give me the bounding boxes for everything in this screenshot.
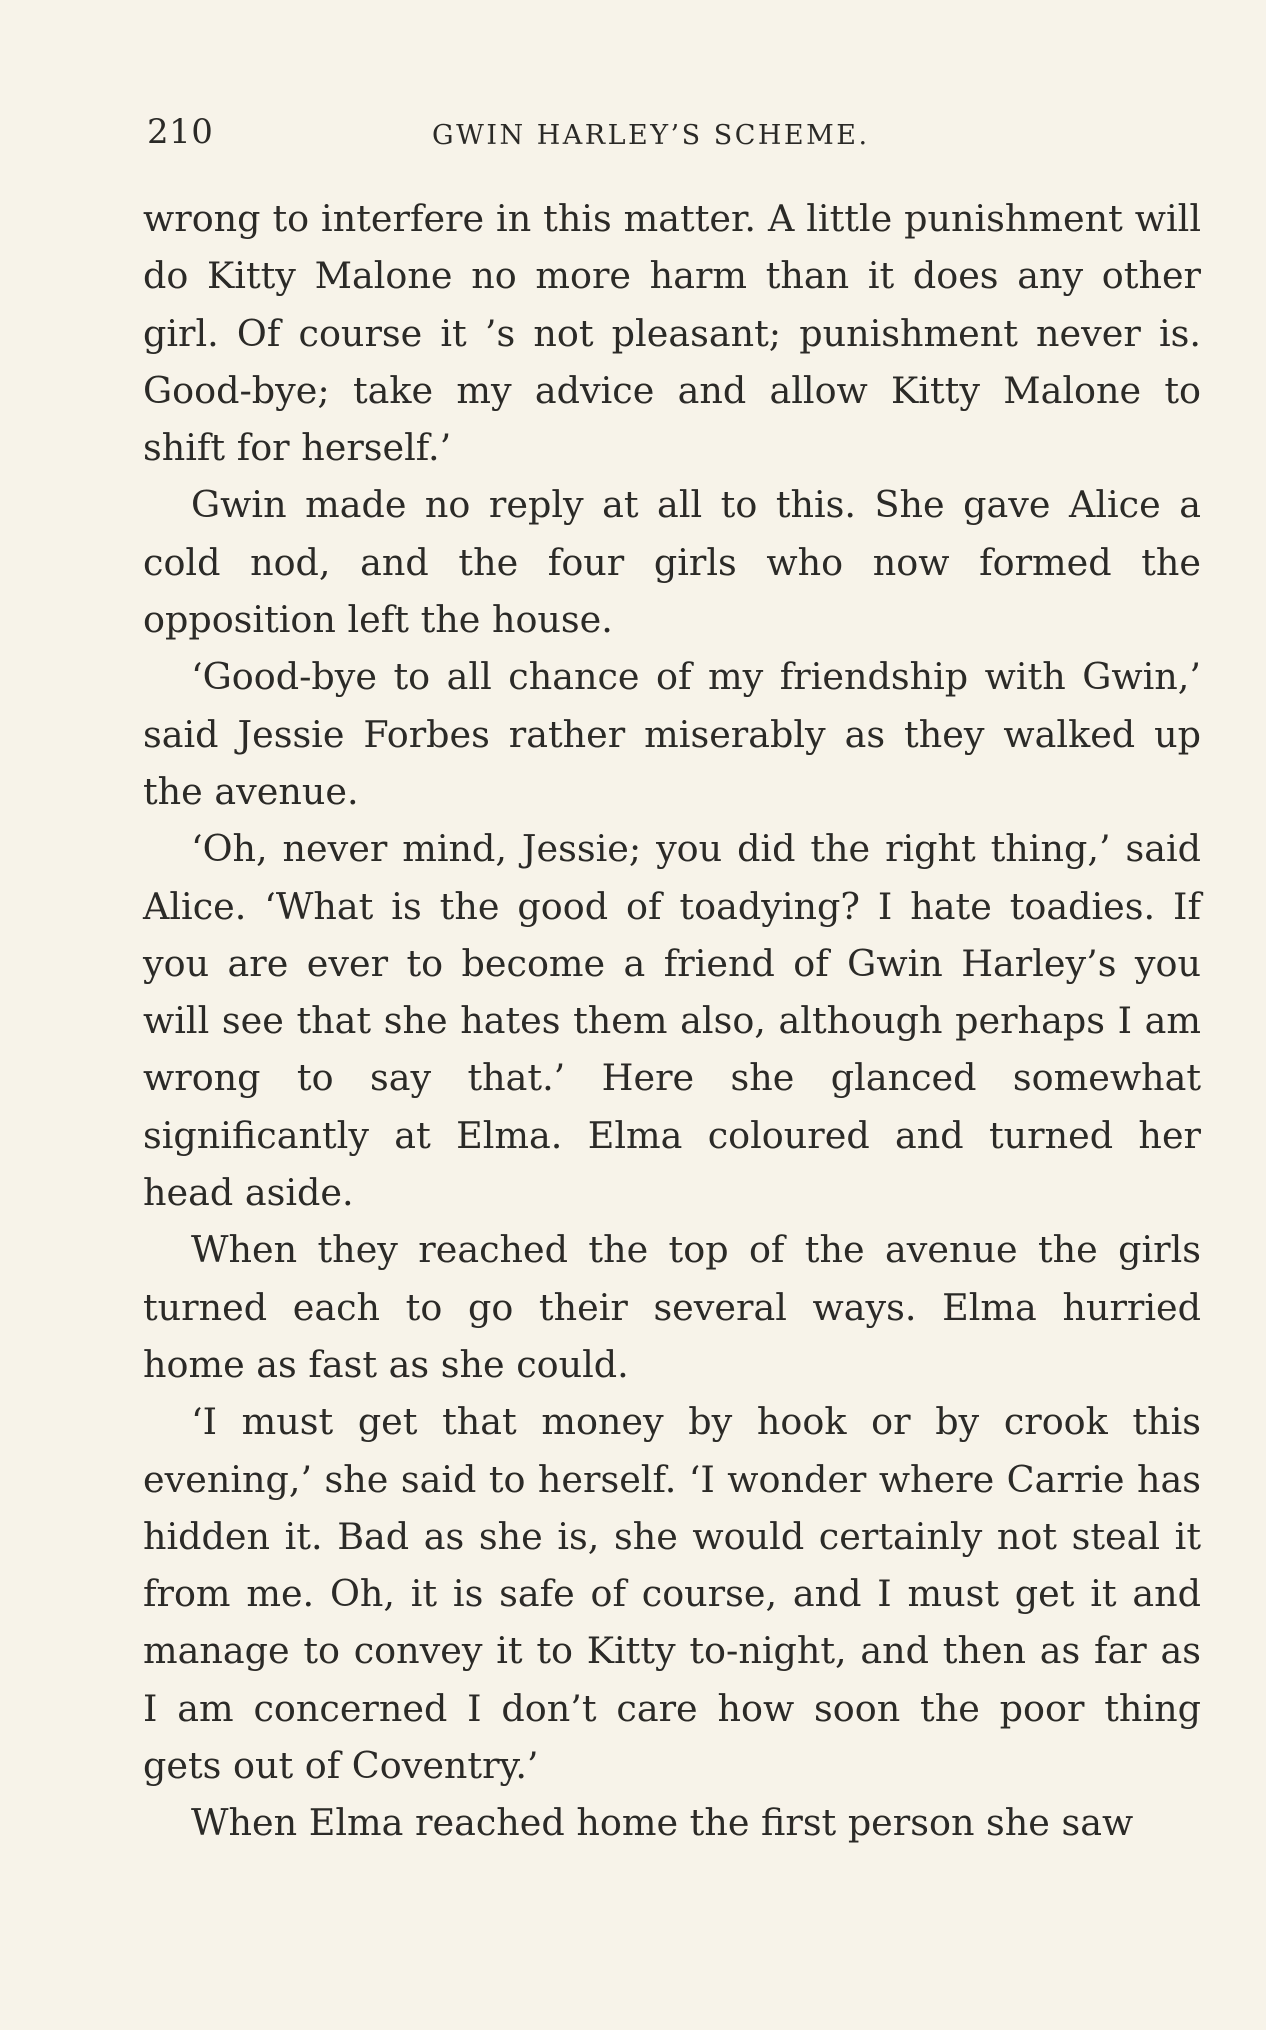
paragraph-avenue-top: When they reached the top of the avenue the girls turned each to go their several ways. Elma hurried home as fast as she could. <box>143 1228 1201 1386</box>
page-number: 210 <box>147 112 214 152</box>
running-title: GWIN HARLEY’S SCHEME. <box>432 120 870 151</box>
page-header <box>147 112 1202 162</box>
paragraph-alice-toadies: ‘Oh, never mind, Jessie; you did the right thing,’ said Alice. ‘What is the good of toadying? I hate toadies. If you are ever to become a friend of Gwin Harley’s you will see that she hates them also, although perhaps I am wrong to say that.’ Here she glanced somewhat significantly at Elma. Elma coloured and turned her head aside. <box>143 827 1201 1215</box>
paragraph-continuation: wrong to interfere in this matter. A little punishment will do Kitty Malone no more harm than it does any other girl. Of course it ’s not pleasant; punishment never is. Good-bye; take my advice and allow Kitty Malone to shift for herself.’ <box>143 197 1201 470</box>
body-text <box>143 190 1201 1852</box>
paragraph-jessie-goodbye: ‘Good-bye to all chance of my friendship with Gwin,’ said Jessie Forbes rather miserably as they walked up the avenue. <box>143 655 1201 813</box>
paragraph-elma-home: When Elma reached home the first person she saw <box>191 1801 1134 1845</box>
paragraph-elma-money: ‘I must get that money by hook or by crook this evening,’ she said to herself. ‘I wonder where Carrie has hidden it. Bad as she is, she would certainly not steal it from me. Oh, it is safe of course, and I must get it and manage to convey it to Kitty to-night, and then as far as I am concerned I don’t care how soon the poor thing gets out of Coventry.’ <box>143 1400 1201 1788</box>
paragraph-gwin-reply: Gwin made no reply at all to this. She gave Alice a cold nod, and the four girls who now formed the opposition left the house. <box>143 483 1201 642</box>
